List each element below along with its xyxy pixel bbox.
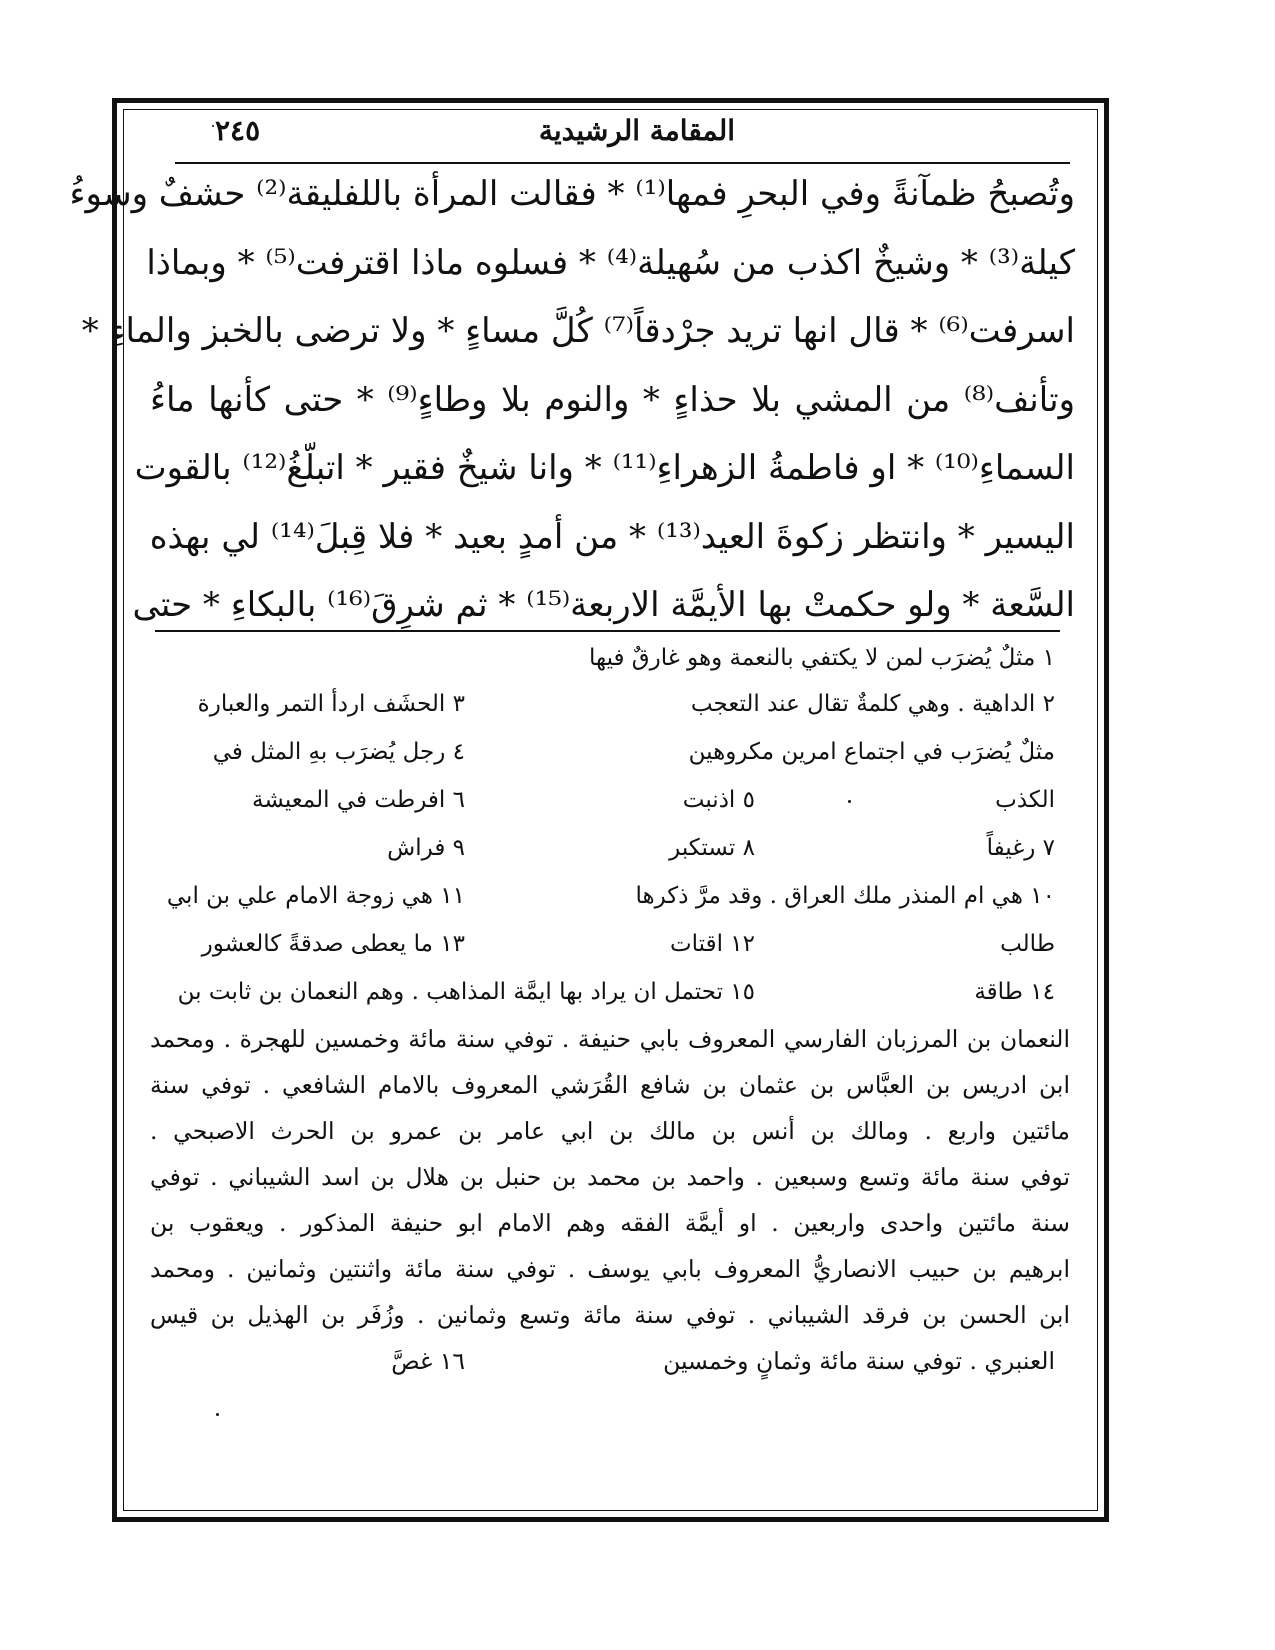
footnote-15: ١٥ تحتمل ان يراد بها ايمَّة المذاهب . وهم النعمان بن ثابت بن [177, 979, 755, 1005]
footnote-15-line: سنة مائتين واحدى واربعين . او أيمَّة الفقه وهم الامام ابو حنيفة المذكور . ويعقوب بن [150, 1209, 1070, 1237]
footnote-11-cont: طالب [1000, 931, 1055, 957]
page-number: ٢٤٥ [215, 114, 261, 147]
footnote-12: ١٢ اقتات [669, 931, 755, 957]
footnote-row [155, 922, 1055, 966]
footnote-16: ١٦ غصَّ [391, 1347, 465, 1375]
footnote-row [155, 874, 1055, 918]
main-text-line: وتأنف⁽⁸⁾ من المشي بلا حذاءٍ * والنوم بلا وطاءٍ⁽⁹⁾ * حتى كأنها ماءُ [150, 379, 1075, 420]
footnote-3-cont: مثلٌ يُضرَب في اجتماع امرين مكروهين [688, 739, 1055, 765]
main-text-line: السَّعة * ولو حكمتْ بها الأيمَّة الاربعة⁽¹⁵⁾ * ثم شرِقَ⁽¹⁶⁾ بالبكاءِ * حتى [132, 585, 1075, 625]
footnote-row [155, 730, 1055, 774]
footnote-15-line: ابن ادريس بن العبَّاس بن عثمان بن شافع القُرَشي المعروف بالامام الشافعي . توفي سنة [150, 1071, 1070, 1099]
footnote-row [155, 826, 1055, 870]
ink-speck [216, 1413, 219, 1416]
footnote-9: ٩ فراش [387, 835, 465, 861]
main-text [69, 160, 1075, 640]
footnote-8: ٨ تستكبر [669, 835, 755, 861]
footnote-11: ١١ هي زوجة الامام علي بن ابي [166, 883, 465, 909]
footnote-4: ٤ رجل يُضرَب بهِ المثل في [212, 739, 465, 765]
ink-speck [212, 125, 214, 127]
footnote-row [155, 778, 1055, 822]
main-text-line: كيلة⁽³⁾ * وشيخٌ اكذب من سُهيلة⁽⁴⁾ * فسلوه ماذا اقترفت⁽⁵⁾ * وبماذا [146, 242, 1075, 283]
footnote-2: ٢ الداهية . وهي كلمةٌ تقال عند التعجب [690, 691, 1055, 717]
footnote-6: ٦ افرطت في المعيشة [251, 787, 465, 813]
footnote-row [155, 682, 1055, 726]
main-text-line: اليسير * وانتظر زكوةَ العيد⁽¹³⁾ * من أمدٍ بعيد * فلا قِبلَ⁽¹⁴⁾ لي بهذه [149, 516, 1075, 557]
footnote-15-line: ابرهيم بن حبيب الانصاريُّ المعروف بابي يوسف . توفي سنة مائة واثنتين وثمانين . ومحمد [150, 1255, 1070, 1283]
footnote-14: ١٤ طاقة [974, 979, 1055, 1005]
footnote-15-line: ابن الحسن بن فرقد الشيباني . توفي سنة مائة وتسع وثمانين . وزُفَر بن الهذيل بن قيس [150, 1301, 1070, 1329]
footnote-row [355, 636, 1055, 680]
main-text-line: اسرفت⁽⁶⁾ * قال انها تريد جرْدقاً⁽⁷⁾ كُلَّ مساءٍ * ولا ترضى بالخبز والماءِ * [81, 311, 1075, 351]
footnote-13: ١٣ ما يعطى صدقةً كالعشور [201, 931, 465, 957]
footnote-row [155, 970, 1055, 1014]
footnote-10: ١٠ هي ام المنذر ملك العراق . وقد مرَّ ذكرها [635, 883, 1055, 909]
page-header [175, 110, 1075, 156]
running-title: المقامة الرشيدية [538, 114, 735, 147]
footnote-5: ٥ اذنبت [682, 787, 755, 813]
footnote-15-line: توفي سنة مائة وتسع وسبعين . واحمد بن محمد بن حنبل بن هلال بن اسد الشيباني . توفي [150, 1163, 1070, 1191]
footnote-rule [155, 630, 1060, 632]
footnote-15-line: مائتين واربع . ومالك بن أنس بن مالك بن ابي عامر بن عمرو بن الحرث الاصبحي . [150, 1117, 1070, 1145]
footnote-1: ١ مثلٌ يُضرَب لمن لا يكتفي بالنعمة وهو غارقٌ فيها [588, 645, 1055, 671]
ink-speck [848, 800, 851, 803]
footnote-4-cont: الكذب [995, 787, 1055, 813]
footnote-7: ٧ رغيفاً [986, 835, 1055, 861]
footnote-15-line: النعمان بن المرزبان الفارسي المعروف بابي حنيفة . توفي سنة مائة وخمسين للهجرة . ومحمد [150, 1025, 1070, 1053]
main-text-line: وتُصبحُ ظمآنةً وفي البحرِ فمها⁽¹⁾ * فقالت المرأة باللفليقة⁽²⁾ حشفٌ وسوءُ [69, 174, 1075, 214]
footnote-3: ٣ الحشَف اردأ التمر والعبارة [197, 691, 465, 717]
main-text-line: السماءِ⁽¹⁰⁾ * او فاطمةُ الزهراءِ⁽¹¹⁾ * وانا شيخٌ فقير * اتبلّغُ⁽¹²⁾ بالقوت [134, 448, 1075, 488]
footnote-15-last-line: العنبري . توفي سنة مائة وثمانٍ وخمسين [663, 1347, 1055, 1375]
